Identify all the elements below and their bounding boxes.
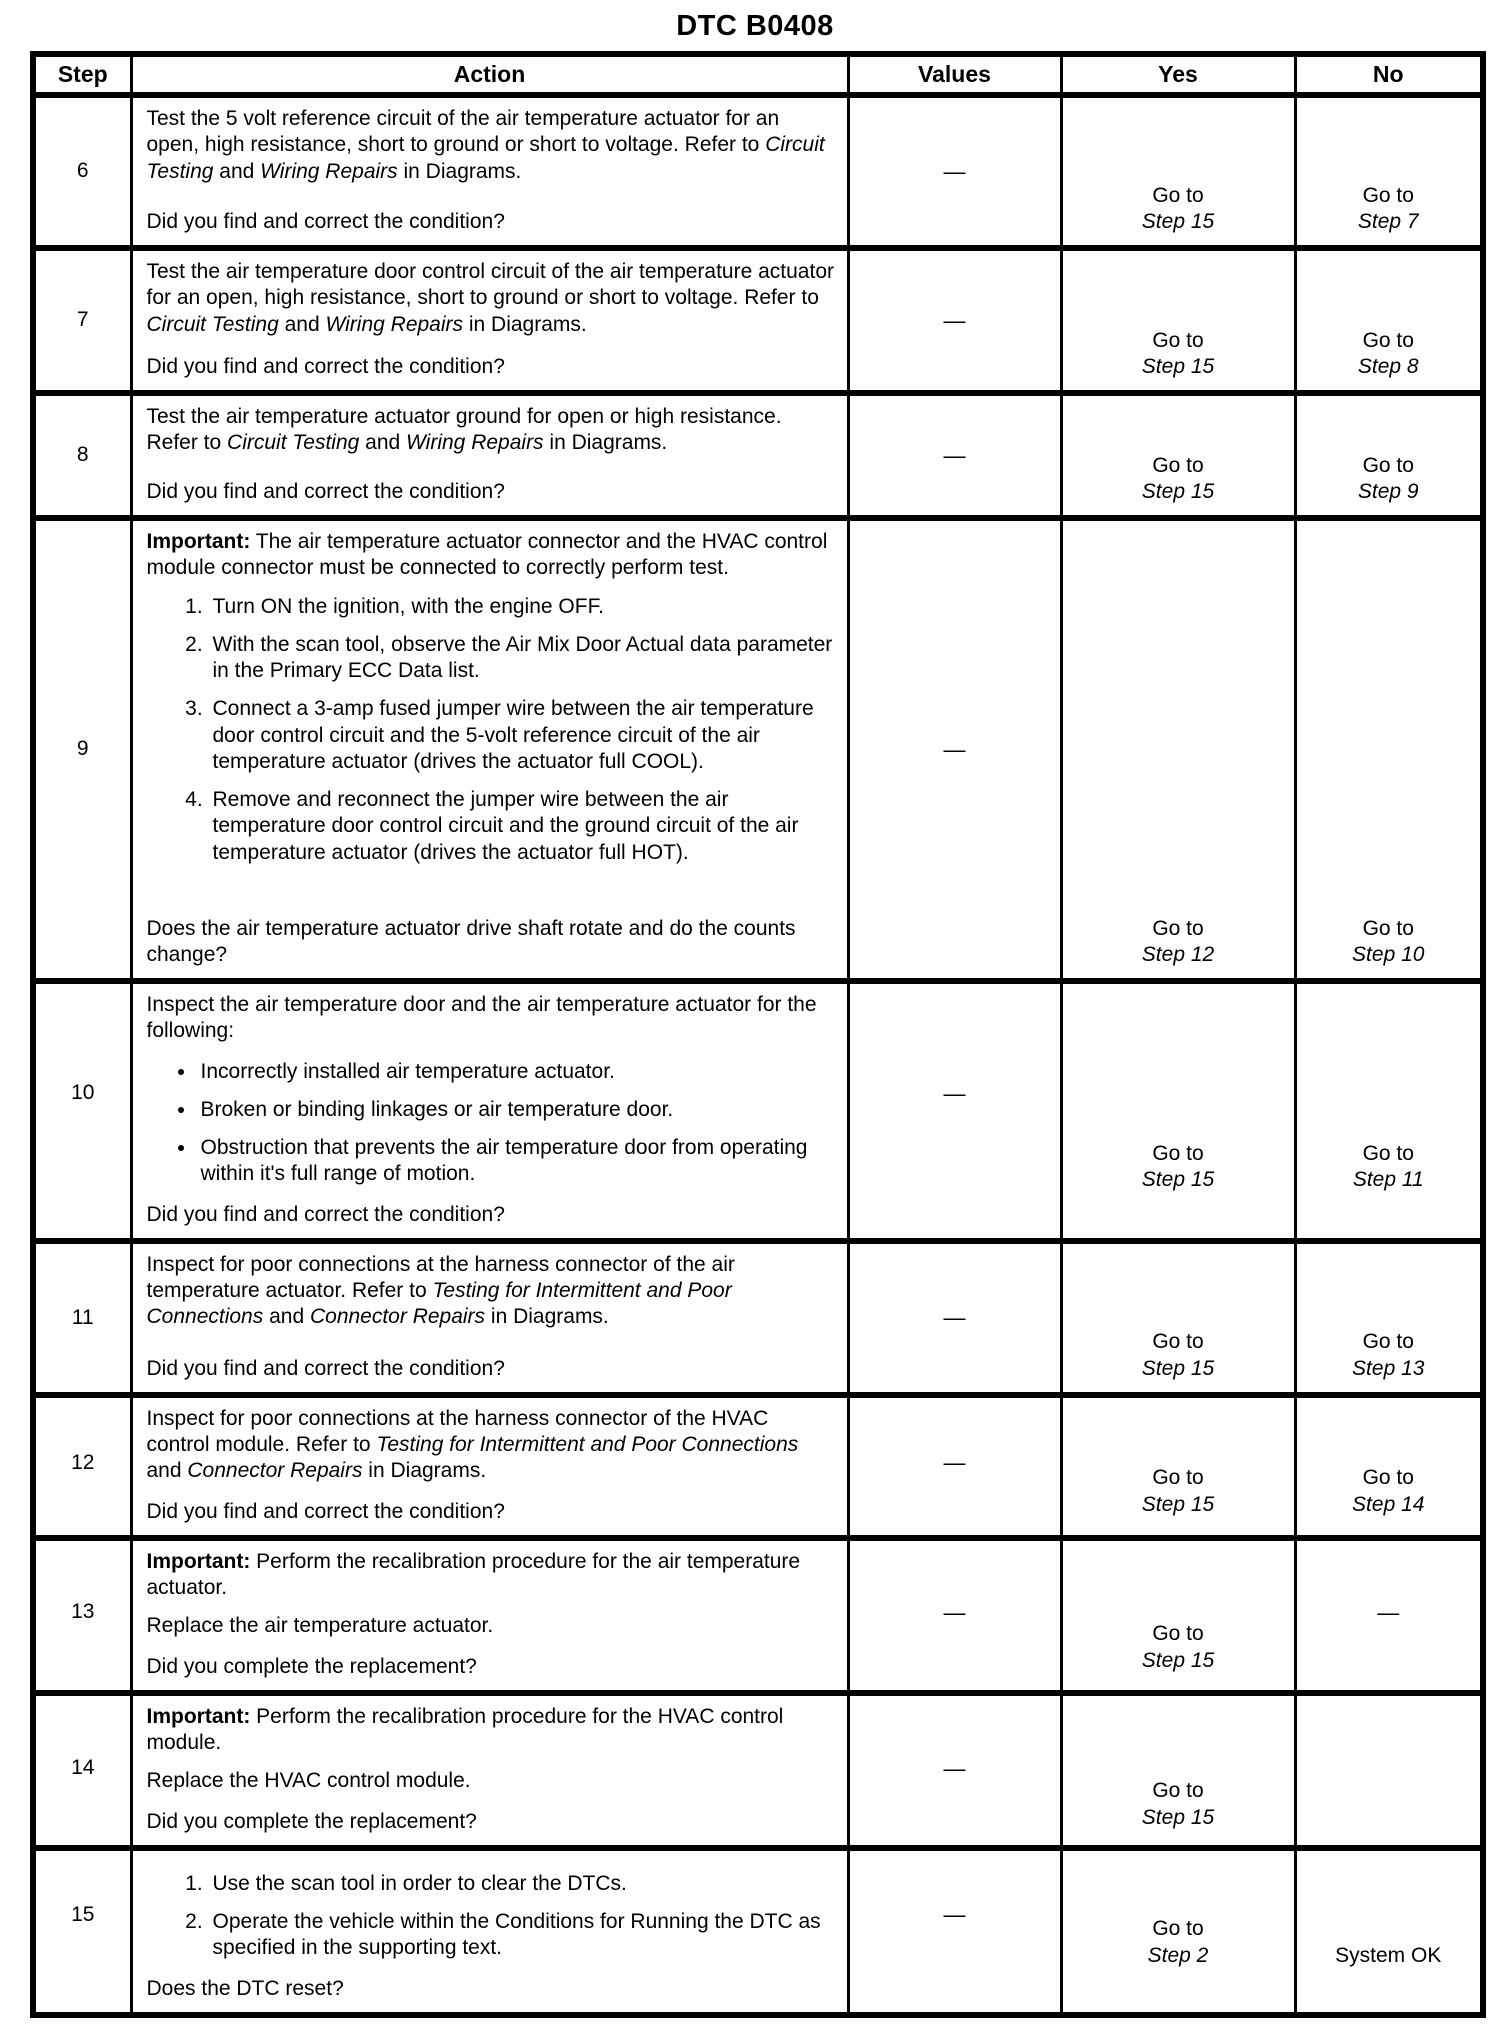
action-paragraph: Test the 5 volt reference circuit of the air temperature actuator for an open, high resistance, short to ground or short to voltage. Refer to Circuit Testing and Wiring Repairs in Diagrams. (146, 107, 825, 183)
action-list-item: • Obstruction that prevents the air temperature door from operating within it's full range of motion. (197, 1135, 837, 1188)
values-dash-glyph: — (943, 442, 966, 468)
action-list-item: 1. Turn ON the ignition, with the engine OFF. (209, 594, 837, 620)
action-paragraph: Replace the HVAC control module. (146, 1769, 471, 1793)
action-question: Did you find and correct the condition? (146, 479, 505, 503)
values-cell (848, 248, 1061, 393)
step-number: 15 (71, 1902, 95, 1926)
values-dash (850, 98, 1060, 245)
action-list-item: 2. With the scan tool, observe the Air Mix Door Actual data parameter in the Primary ECC Data list. (209, 632, 837, 685)
no-instruction: Go to Step 14 (1352, 1466, 1425, 1516)
yes-cell (1061, 393, 1295, 518)
action-numbered-list (147, 1871, 837, 1962)
values-dash-glyph: — (943, 736, 966, 762)
action-numbered-list (147, 594, 837, 866)
values-cell (848, 1693, 1061, 1848)
yes-instruction: Go to Step 15 (1141, 1141, 1215, 1191)
action-cell (131, 1693, 848, 1848)
yes-cell (1061, 95, 1295, 248)
yes-cell (1061, 1241, 1295, 1395)
table-row (33, 1693, 1483, 1848)
table-body (33, 95, 1483, 2015)
values-dash-glyph: — (943, 1599, 966, 1625)
no-instruction (1297, 1696, 1481, 1841)
action-question: Did you find and correct the condition? (146, 1356, 505, 1380)
values-dash-glyph: — (943, 1902, 966, 1927)
action-paragraph: Inspect for poor connections at the harness connector of the HVAC control module. Refer to Testing for Intermittent and Poor Connections and Connector Repairs in Diagrams. (146, 1406, 799, 1483)
action-content (133, 98, 847, 245)
action-content (133, 251, 847, 390)
values-dash (850, 1851, 1060, 1979)
yes-cell (1061, 1848, 1295, 2015)
no-instruction: System OK (1335, 1943, 1442, 1967)
yes-instruction: Go to Step 15 (1141, 453, 1215, 503)
no-instruction: Go to Step 13 (1352, 1330, 1425, 1380)
yes-cell (1061, 1395, 1295, 1538)
yes-cell (1061, 1693, 1295, 1848)
values-cell (848, 393, 1061, 518)
action-paragraph: Test the air temperature door control circuit of the air temperature actuator for an open, high resistance, short to ground or short to voltage. Refer to Circuit Testing and Wiring Repairs in Diagrams. (146, 260, 834, 336)
values-dash (850, 1696, 1060, 1841)
table-row (33, 1538, 1483, 1693)
yes-instruction: Go to Step 15 (1141, 1330, 1215, 1380)
values-cell (848, 1848, 1061, 2015)
table-row (33, 518, 1483, 981)
no-instruction (1297, 1541, 1481, 1684)
values-dash (850, 396, 1060, 515)
no-cell (1295, 1395, 1483, 1538)
action-cell (131, 518, 848, 981)
action-cell (131, 1395, 848, 1538)
yes-cell (1061, 248, 1295, 393)
action-list-item: 2. Operate the vehicle within the Conditions for Running the DTC as specified in the supporting text. (209, 1909, 837, 1962)
values-dash-glyph: — (943, 1080, 966, 1106)
action-question: Did you find and correct the condition? (146, 209, 505, 233)
action-content (133, 1244, 847, 1392)
action-paragraph: Test the air temperature actuator ground for open or high resistance. Refer to Circuit Testing and Wiring Repairs in Diagrams. (146, 405, 782, 455)
step-number: 11 (71, 1305, 94, 1329)
action-question: Does the air temperature actuator drive shaft rotate and do the counts change? (146, 916, 796, 966)
table-row (33, 1395, 1483, 1538)
no-instruction: Go to Step 10 (1352, 916, 1425, 966)
no-cell (1295, 248, 1483, 393)
values-dash-glyph: — (943, 1755, 966, 1781)
yes-instruction: Go to Step 15 (1141, 1622, 1215, 1672)
values-dash-glyph: — (943, 307, 966, 333)
step-cell (33, 248, 131, 393)
step-cell (33, 95, 131, 248)
action-question: Does the DTC reset? (146, 1976, 344, 2000)
table-row (33, 393, 1483, 518)
action-paragraph: Important: Perform the recalibration procedure for the air temperature actuator. (146, 1549, 801, 1599)
no-instruction: Go to Step 11 (1352, 1141, 1424, 1191)
action-content (133, 396, 847, 515)
step-cell (33, 393, 131, 518)
values-dash (850, 521, 1060, 978)
page-title: DTC B0408 (676, 10, 834, 42)
no-cell (1295, 393, 1483, 518)
yes-cell (1061, 1538, 1295, 1693)
table-row (33, 1848, 1483, 2015)
step-number: 7 (76, 308, 89, 332)
header-row (33, 54, 1483, 95)
action-paragraph: Important: Perform the recalibration procedure for the HVAC control module. (146, 1704, 784, 1754)
values-cell (848, 1241, 1061, 1395)
dtc-table (30, 51, 1486, 2018)
yes-instruction: Go to Step 15 (1141, 328, 1215, 378)
yes-cell (1061, 981, 1295, 1241)
action-content (133, 984, 847, 1238)
no-cell (1295, 518, 1483, 981)
action-cell (131, 248, 848, 393)
yes-instruction: Go to Step 2 (1147, 1917, 1209, 1967)
values-dash (850, 251, 1060, 390)
values-dash (850, 984, 1060, 1203)
action-cell (131, 393, 848, 518)
action-paragraph: Important: The air temperature actuator connector and the HVAC control module connector must be connected to correctly perform test. (146, 530, 828, 580)
no-cell (1295, 1848, 1483, 2015)
action-paragraph: Inspect for poor connections at the harness connector of the air temperature actuator. Refer to Testing for Intermittent and Poor Connections and Connector Repairs in Diagrams. (146, 1252, 735, 1329)
step-cell (33, 1538, 131, 1693)
no-cell (1295, 1241, 1483, 1395)
col-header-step: Step (33, 54, 131, 95)
no-dash-glyph: — (1377, 1599, 1400, 1625)
action-list-item: • Incorrectly installed air temperature actuator. (197, 1059, 837, 1085)
table-row (33, 248, 1483, 393)
no-cell (1295, 981, 1483, 1241)
action-cell (131, 95, 848, 248)
no-instruction: Go to Step 7 (1357, 183, 1419, 233)
step-number: 12 (71, 1450, 95, 1474)
action-list-item: 4. Remove and reconnect the jumper wire between the air temperature door control circuit and the ground circuit of the air temperature actuator (drives the actuator full HOT). (209, 787, 837, 866)
action-paragraph: Replace the air temperature actuator. (146, 1614, 494, 1638)
action-content (133, 1398, 847, 1535)
action-paragraph: Inspect the air temperature door and the air temperature actuator for the following: (146, 993, 817, 1043)
no-instruction: Go to Step 8 (1357, 328, 1419, 378)
action-bullet-list (147, 1059, 837, 1188)
table-row (33, 981, 1483, 1241)
step-cell (33, 981, 131, 1241)
action-content (133, 1541, 847, 1690)
action-list-item: • Broken or binding linkages or air temperature door. (197, 1097, 837, 1123)
action-content (133, 1696, 847, 1845)
col-header-no: No (1295, 54, 1483, 95)
step-number: 13 (71, 1600, 95, 1624)
step-number: 10 (71, 1081, 95, 1105)
col-header-action: Action (131, 54, 848, 95)
yes-instruction: Go to Step 15 (1141, 1466, 1215, 1516)
step-cell (33, 518, 131, 981)
values-dash (850, 1541, 1060, 1684)
no-cell (1295, 95, 1483, 248)
step-cell (33, 1241, 131, 1395)
values-dash-glyph: — (943, 1305, 966, 1330)
step-cell (33, 1395, 131, 1538)
step-number: 6 (76, 159, 89, 183)
action-list-item: 1. Use the scan tool in order to clear the DTCs. (209, 1871, 837, 1897)
action-content (133, 1851, 847, 2012)
yes-instruction: Go to Step 15 (1141, 1779, 1215, 1829)
values-cell (848, 1538, 1061, 1693)
col-header-yes: Yes (1061, 54, 1295, 95)
values-cell (848, 981, 1061, 1241)
action-content (133, 521, 847, 978)
no-instruction: Go to Step 9 (1357, 453, 1419, 503)
values-cell (848, 95, 1061, 248)
action-question: Did you find and correct the condition? (146, 1499, 505, 1523)
values-dash (850, 1398, 1060, 1528)
values-cell (848, 1395, 1061, 1538)
action-question: Did you complete the replacement? (146, 1809, 477, 1833)
table-row (33, 1241, 1483, 1395)
action-cell (131, 981, 848, 1241)
table-row (33, 95, 1483, 248)
step-cell (33, 1848, 131, 2015)
no-cell (1295, 1538, 1483, 1693)
action-cell (131, 1241, 848, 1395)
action-question: Did you find and correct the condition? (146, 354, 505, 378)
step-number: 9 (76, 737, 89, 761)
yes-instruction: Go to Step 15 (1141, 183, 1215, 233)
step-number: 14 (71, 1756, 95, 1780)
action-cell (131, 1538, 848, 1693)
values-dash (850, 1244, 1060, 1392)
yes-instruction: Go to Step 12 (1141, 916, 1215, 966)
yes-cell (1061, 518, 1295, 981)
step-cell (33, 1693, 131, 1848)
action-question: Did you complete the replacement? (146, 1654, 477, 1678)
values-dash-glyph: — (943, 158, 966, 184)
col-header-values: Values (848, 54, 1061, 95)
values-cell (848, 518, 1061, 981)
action-list-item: 3. Connect a 3-amp fused jumper wire between the air temperature door control circuit and the 5-volt reference circuit of the air temperature actuator (drives the actuator full COOL). (209, 696, 837, 775)
table-header (33, 54, 1483, 95)
action-cell (131, 1848, 848, 2015)
action-question: Did you find and correct the condition? (146, 1202, 505, 1226)
no-cell (1295, 1693, 1483, 1848)
values-dash-glyph: — (943, 1450, 966, 1475)
step-number: 8 (76, 443, 89, 467)
